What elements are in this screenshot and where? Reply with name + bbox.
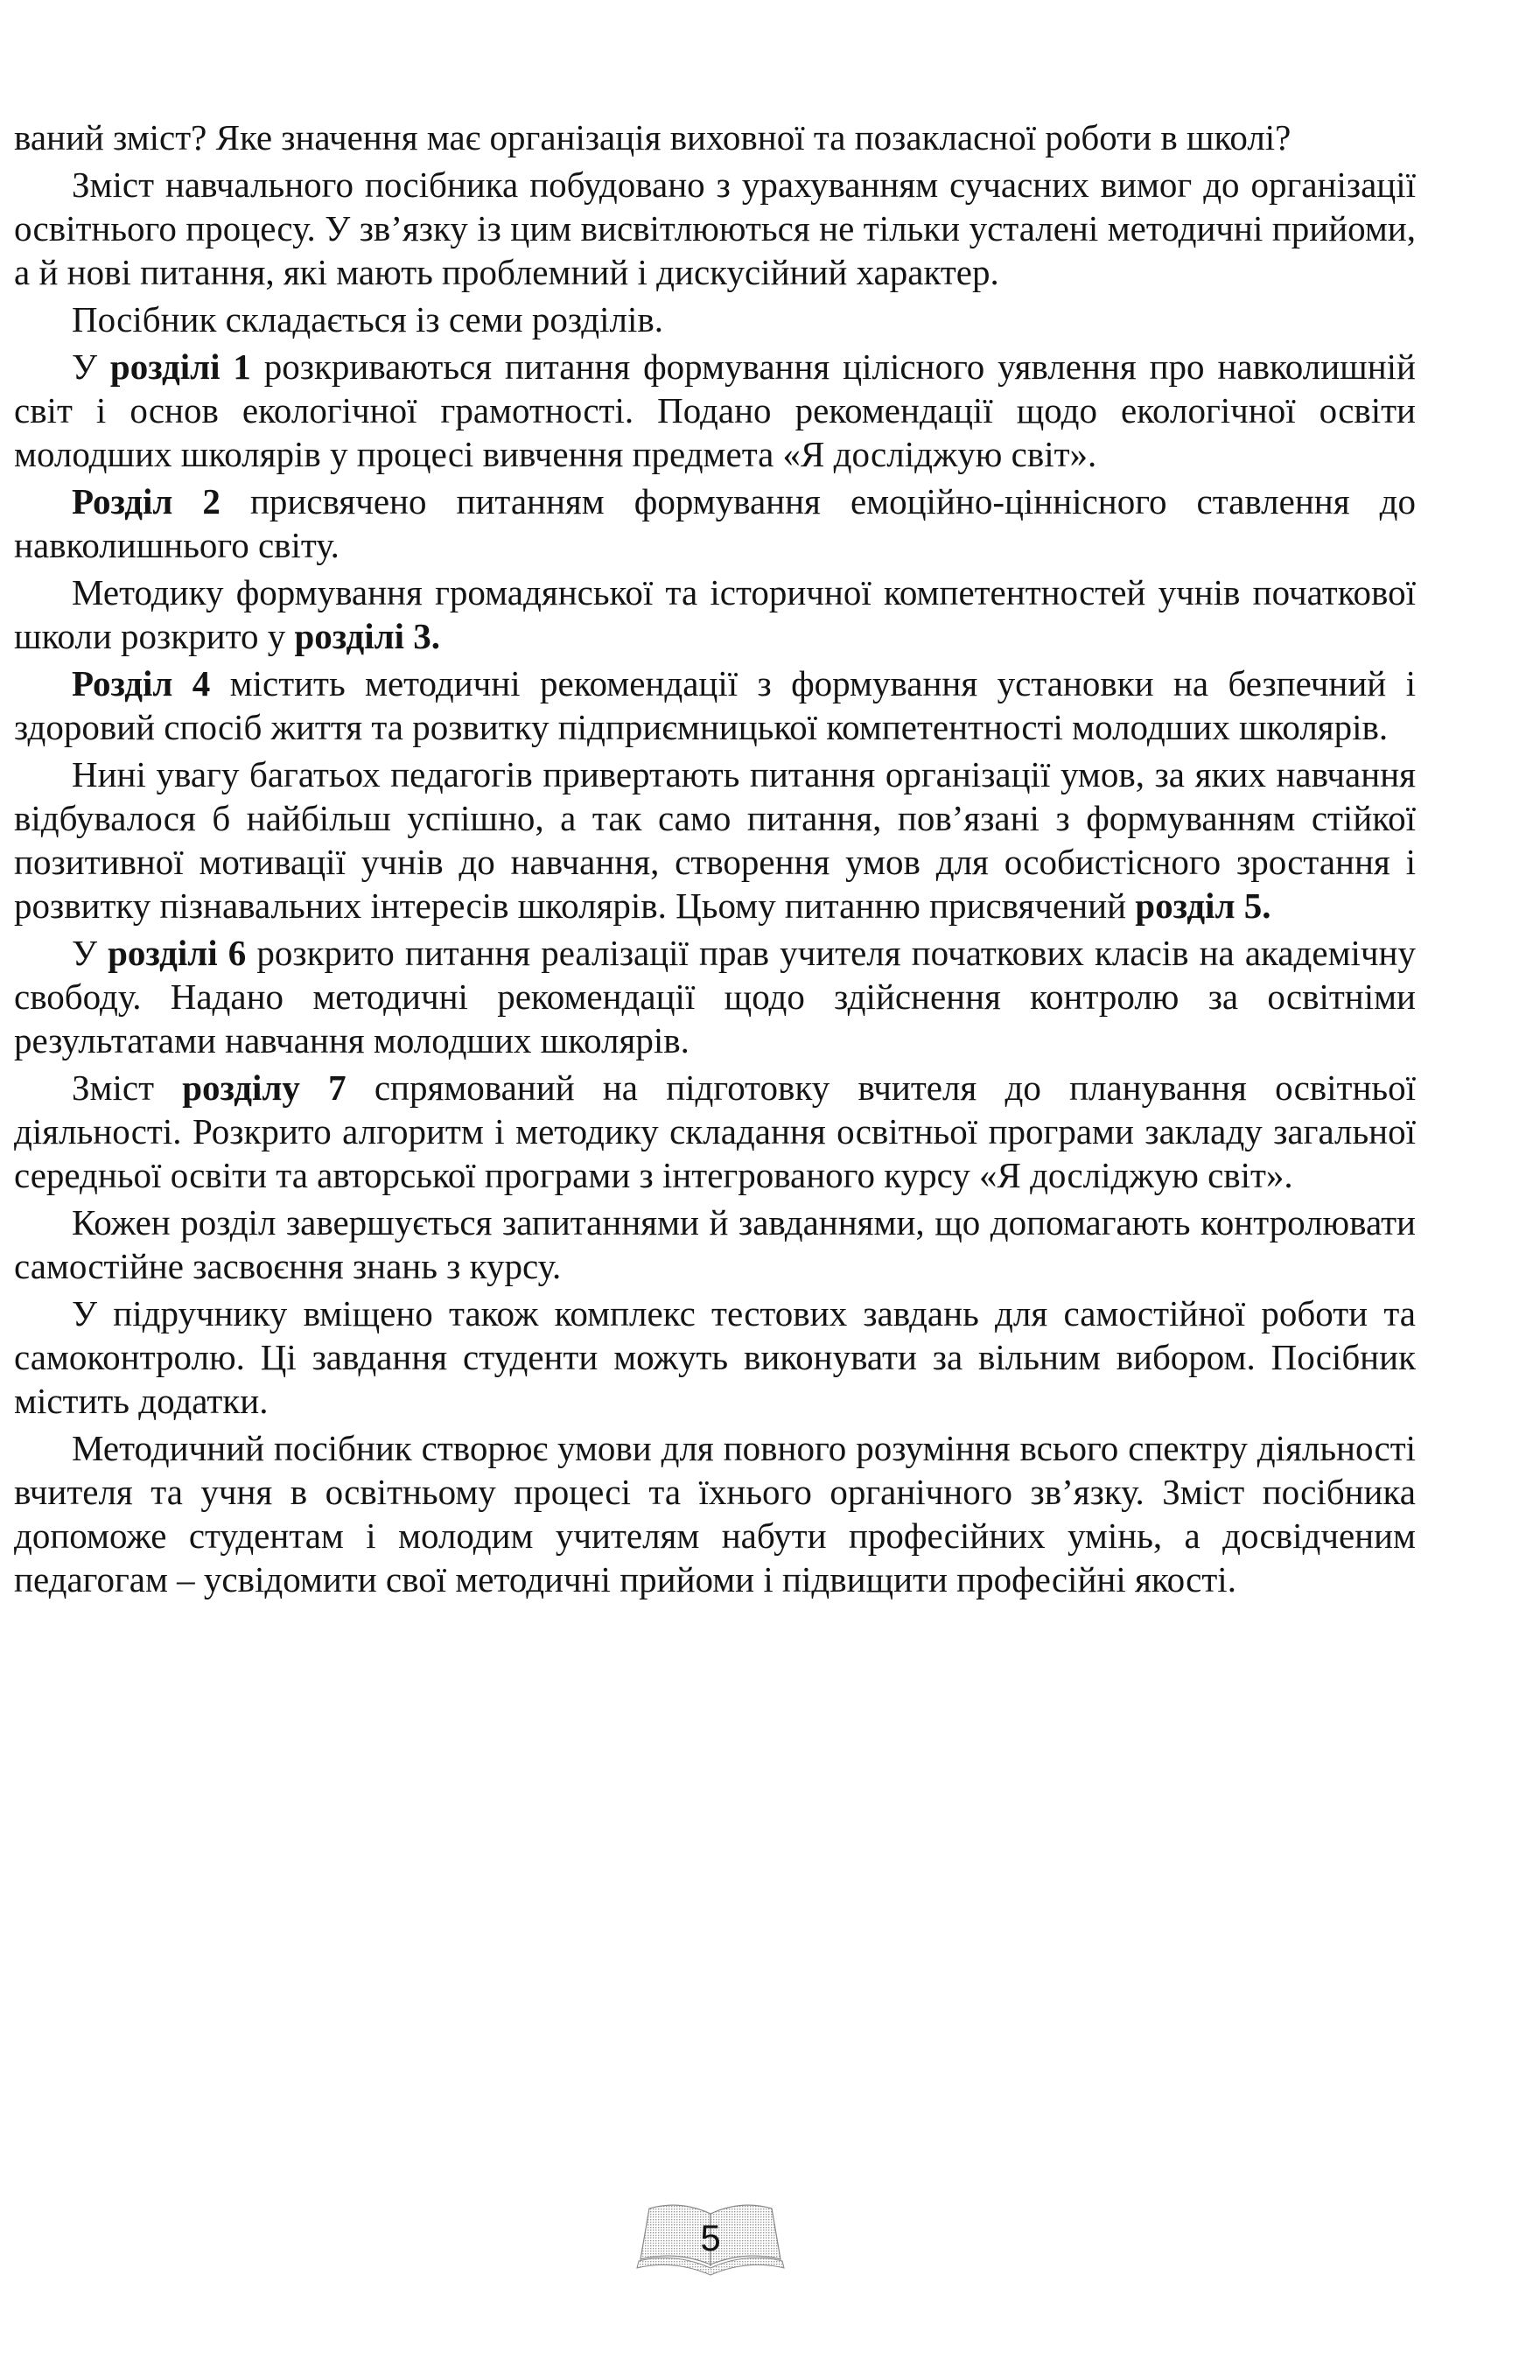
bold-text: Розділ 2 bbox=[72, 481, 220, 522]
bold-text: розділі 1 bbox=[109, 346, 251, 387]
body-paragraph bbox=[14, 1066, 1416, 1197]
text-run: розкриваються питання формування цілісного уявлення про навколишній світ і основ екологічної грамотності. Подано рекомендації щодо екологічної освіти молодших школярів у процесі вивчення предмета «Я досліджую світ». bbox=[14, 346, 1416, 474]
page-number: 5 bbox=[700, 2217, 721, 2258]
text-run: Нині увагу багатьох педагогів привертають питання організації умов, за яких навчання відбувалося б найбільш успішно, а так само питання, пов’язані з формуванням стійкої позитивної мотивації учнів до навчання, створення умов для особистісного зростання і розвитку пізнавальних інтересів школярів. Цьому питанню присвячений bbox=[14, 754, 1416, 926]
text-run: У підручнику вміщено також комплекс тестових завдань для самостійної роботи та самоконтролю. Ці завдання студенти можуть виконувати за вільним вибором. Посібник містить додатки. bbox=[14, 1293, 1416, 1421]
body-paragraph bbox=[14, 1200, 1416, 1288]
body-paragraph bbox=[14, 163, 1416, 294]
text-run: спрямований на підготовку вчителя до планування освітньої діяльності. Розкрито алгоритм і методику складання освітньої програми закладу загальної середньої освіти та авторської програми з інтегрованого курсу «Я досліджую світ». bbox=[14, 1068, 1417, 1195]
body-paragraph bbox=[14, 298, 1416, 341]
text-run: Зміст навчального посібника побудовано з урахуванням сучасних вимог до організації освітнього процесу. У зв’язку із цим висвітлюються не тільки усталені методичні прийоми, а й нові питання, які мають проблемний і дискусійний характер. bbox=[14, 164, 1416, 292]
page-footer bbox=[632, 2188, 789, 2284]
bold-text: розділу 7 bbox=[182, 1068, 346, 1108]
text-run: ваний зміст? Яке значення має організація виховної та позакласної роботи в школі? bbox=[14, 117, 1292, 158]
text-run: Методику формування громадянської та історичної компетентностей учнів початкової школи розкрито у bbox=[14, 572, 1416, 656]
text-run: містить методичні рекомендації з формування установки на безпечний і здоровий спосіб життя та розвитку підприємницької компетентності молодших школярів. bbox=[14, 663, 1416, 747]
text-run: присвячено питанням формування емоційно-ціннісного ставлення до навколишнього світу. bbox=[14, 481, 1416, 565]
body-paragraph bbox=[14, 570, 1416, 658]
text-run: Посібник складається із семи розділів. bbox=[72, 299, 664, 340]
text-run: розкрито питання реалізації прав учителя початкових класів на академічну свободу. Надано методичні рекомендації щодо здійснення контролю за освітніми результатами навчання молодших школярів. bbox=[14, 933, 1416, 1060]
body-paragraph bbox=[14, 931, 1416, 1062]
page-body bbox=[14, 116, 1416, 1605]
body-paragraph bbox=[14, 1292, 1416, 1423]
bold-text: розділі 6 bbox=[108, 933, 247, 973]
text-run: Методичний посібник створює умови для повного розуміння всього спектру діяльності вчителя та учня в освітньому процесі та їхнього органічного зв’язку. Зміст посібника допоможе студентам і молодим учителям набути професійних умінь, а досвідченим педагогам – усвідомити свої методичні прийоми і підвищити професійні якості. bbox=[14, 1428, 1416, 1600]
text-run: У bbox=[72, 933, 108, 973]
text-run: Кожен розділ завершується запитаннями й завданнями, що допомагають контролювати самостійне засвоєння знань з курсу. bbox=[14, 1202, 1416, 1286]
text-run: У bbox=[72, 346, 110, 387]
body-paragraph bbox=[14, 116, 1416, 159]
text-run: Зміст bbox=[72, 1068, 183, 1108]
bold-text: розділі 3. bbox=[294, 616, 441, 656]
body-paragraph bbox=[14, 662, 1416, 749]
bold-text: розділ 5. bbox=[1135, 886, 1271, 926]
body-paragraph bbox=[14, 480, 1416, 567]
bold-text: Розділ 4 bbox=[72, 663, 211, 704]
body-paragraph bbox=[14, 1426, 1416, 1601]
body-paragraph bbox=[14, 345, 1416, 476]
body-paragraph bbox=[14, 752, 1416, 928]
